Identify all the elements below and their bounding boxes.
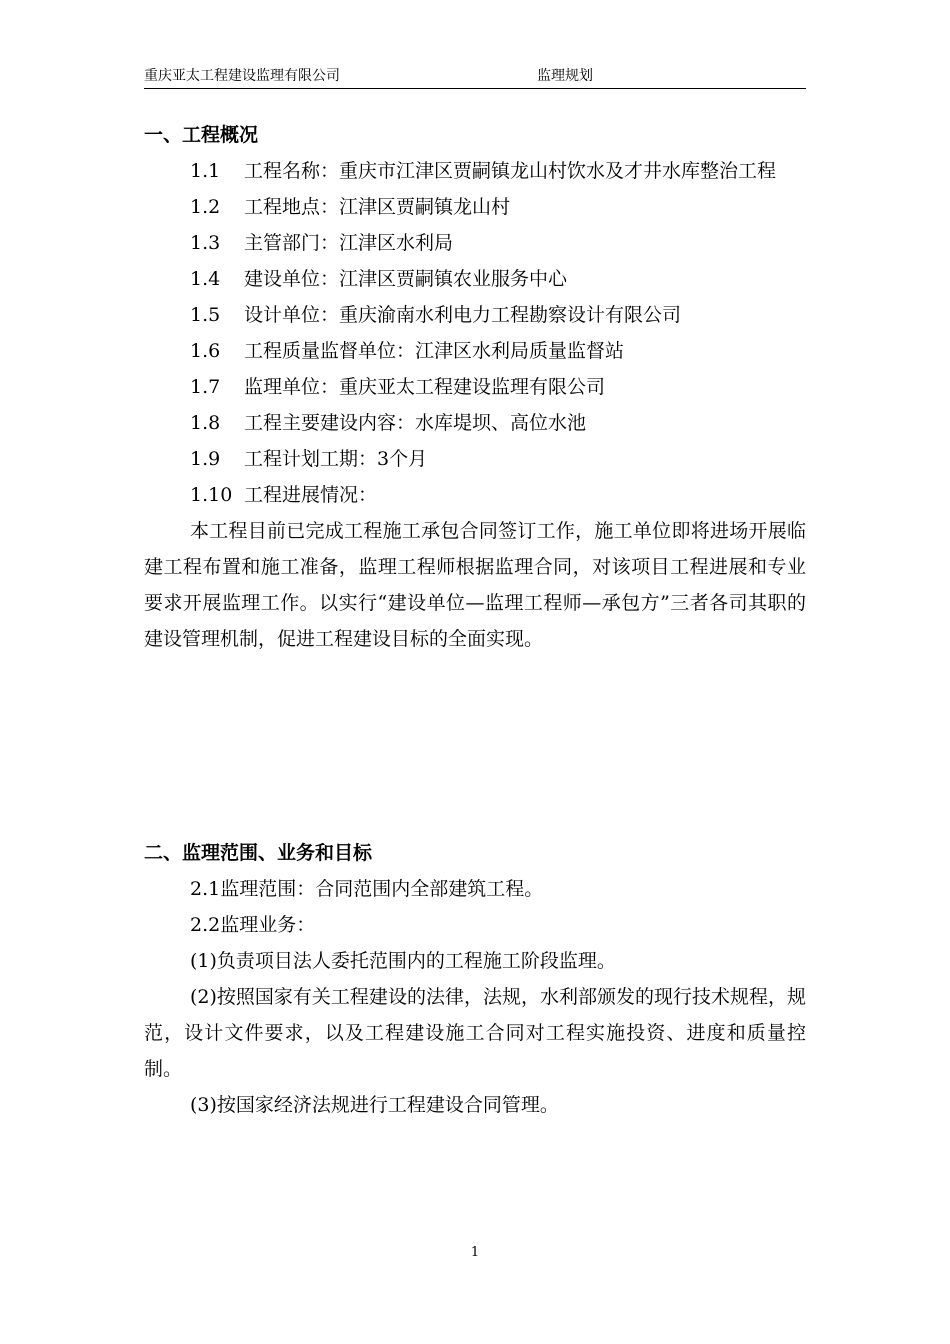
header-company: 重庆亚太工程建设监理有限公司: [144, 68, 340, 84]
item-number: 1.6: [190, 340, 221, 362]
header-document-title: 监理规划: [537, 68, 593, 84]
list-item: [144, 369, 806, 405]
item-number: 1.7: [190, 376, 221, 398]
item-number: 1.9: [190, 448, 221, 470]
item-text: 监理单位：重庆亚太工程建设监理有限公司: [244, 376, 606, 398]
item-number: 1.10: [190, 484, 233, 506]
scope-line: 2.1监理范围：合同范围内全部建筑工程。: [190, 878, 544, 900]
item-text: 设计单位：重庆渝南水利电力工程勘察设计有限公司: [244, 304, 682, 326]
item-text: 工程名称：重庆市江津区贾嗣镇龙山村饮水及才井水库整治工程: [244, 160, 777, 182]
item-text: 主管部门：江津区水利局: [244, 232, 454, 254]
item-number: 1.1: [190, 160, 221, 182]
business-label: 2.2监理业务：: [190, 914, 316, 936]
list-item: [144, 189, 806, 225]
item-text: 工程计划工期：3个月: [244, 448, 428, 470]
item-number: 1.2: [190, 196, 221, 218]
list-item: [144, 405, 806, 441]
item-text: 工程进展情况：: [244, 484, 378, 506]
business-item: (3)按国家经济法规进行工程建设合同管理。: [190, 1094, 559, 1116]
progress-paragraph: 本工程目前已完成工程施工承包合同签订工作，施工单位即将进场开展临建工程布置和施工准备，监理工程师根据监理合同，对该项目工程进展和专业要求开展监理工作。以实行“建设单位—监理工程师—承包方”三者各司其职的建设管理机制，促进工程建设目标的全面实现。: [144, 520, 806, 650]
section1-title: 一、工程概况: [144, 124, 259, 146]
business-item: (2)按照国家有关工程建设的法律，法规，水利部颁发的现行技术规程，规范，设计文件要求，以及工程建设施工合同对工程实施投资、进度和质量控制。: [144, 986, 806, 1080]
list-item: [144, 297, 806, 333]
page-content: [144, 117, 806, 1123]
page-number: 1: [470, 1245, 480, 1260]
list-item: [144, 153, 806, 189]
list-item: [144, 333, 806, 369]
business-item: (1)负责项目法人委托范围内的工程施工阶段监理。: [190, 950, 616, 972]
list-item: [144, 441, 806, 477]
item-text: 工程主要建设内容：水库堤坝、高位水池: [244, 412, 587, 434]
item-text: 建设单位：江津区贾嗣镇农业服务中心: [244, 268, 568, 290]
item-number: 1.5: [190, 304, 221, 326]
list-item: [144, 225, 806, 261]
item-number: 1.4: [190, 268, 221, 290]
section-spacer: [144, 657, 806, 835]
section2-title: 二、监理范围、业务和目标: [144, 842, 373, 864]
list-item: [144, 261, 806, 297]
item-text: 工程地点：江津区贾嗣镇龙山村: [244, 196, 511, 218]
list-item: [144, 477, 806, 513]
item-text: 工程质量监督单位：江津区水利局质量监督站: [244, 340, 625, 362]
item-number: 1.3: [190, 232, 221, 254]
item-number: 1.8: [190, 412, 221, 434]
page-header: [144, 64, 806, 89]
